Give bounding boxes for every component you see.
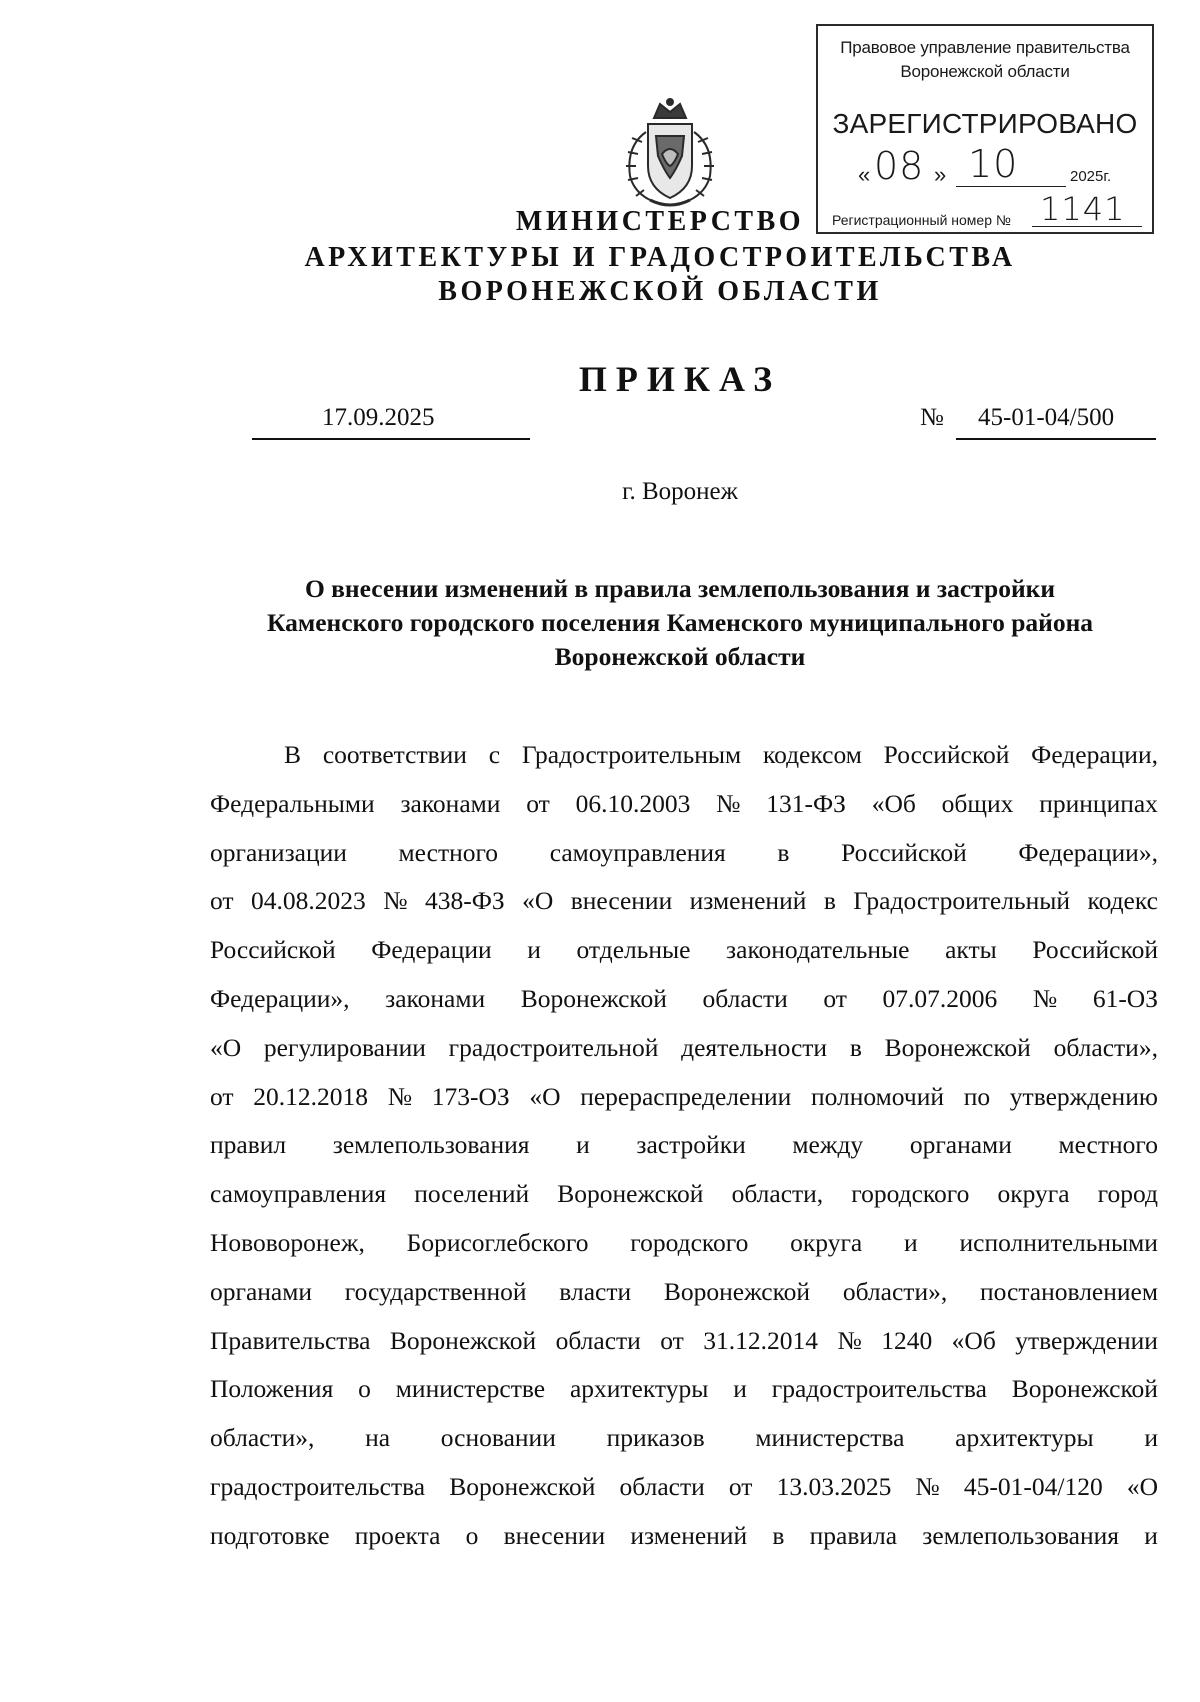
body-word: от xyxy=(728,1471,753,1501)
body-word: Федерации», xyxy=(210,983,350,1013)
body-word: деятельности xyxy=(681,1032,828,1062)
stamp-department xyxy=(818,36,1152,84)
body-word: и xyxy=(527,935,541,965)
document-body xyxy=(210,731,1158,1561)
stamp-month-line xyxy=(956,186,1066,187)
body-line xyxy=(210,1024,1158,1073)
body-word: 31.12.2014 xyxy=(703,1325,818,1355)
body-word: архитектуры xyxy=(569,1374,709,1404)
body-word: принципах xyxy=(1039,788,1158,818)
order-title: ПРИКАЗ xyxy=(578,359,782,399)
body-word: о xyxy=(358,1374,371,1404)
body-word: округа xyxy=(790,1227,863,1257)
order-number-field xyxy=(956,404,1156,440)
body-word: законами xyxy=(400,788,501,818)
body-word: № xyxy=(915,1471,940,1501)
body-word: исполнительными xyxy=(959,1227,1158,1257)
body-word: области», xyxy=(842,1276,948,1306)
body-word: 20.12.2018 xyxy=(253,1081,368,1111)
body-word: и xyxy=(1144,1423,1158,1453)
body-word: отдельные xyxy=(576,935,691,965)
body-word: от xyxy=(823,983,847,1013)
body-word: утверждению xyxy=(1009,1081,1158,1111)
body-word: местного xyxy=(398,837,499,867)
body-word: правил xyxy=(210,1130,287,1160)
body-word: Борисоглебского xyxy=(406,1227,589,1257)
body-word: в xyxy=(823,886,836,916)
body-word: области», xyxy=(210,1423,315,1453)
stamp-department-line: Воронежской области xyxy=(900,62,1070,81)
body-word: Российской xyxy=(210,935,336,965)
body-word: № xyxy=(716,788,741,818)
body-word: округа xyxy=(997,1179,1070,1209)
body-line xyxy=(210,1170,1158,1219)
body-word: «О xyxy=(522,886,554,916)
body-word: области xyxy=(702,983,788,1013)
body-word: государственной xyxy=(344,1276,527,1306)
body-word: внесении xyxy=(570,886,673,916)
body-word: области, xyxy=(731,1179,824,1209)
body-word: Воронежской xyxy=(557,1179,704,1209)
body-word: землепользования xyxy=(922,1520,1120,1550)
body-word: от xyxy=(526,788,550,818)
body-word: 131-ФЗ xyxy=(766,788,846,818)
stamp-quote-open: « xyxy=(858,162,871,187)
stamp-day: 08 xyxy=(874,144,925,188)
body-word: «О xyxy=(1126,1471,1158,1501)
body-word: 13.03.2025 xyxy=(776,1471,892,1501)
body-word: законодательные xyxy=(726,935,910,965)
body-word: правила xyxy=(809,1520,898,1550)
body-word: и xyxy=(576,1130,590,1160)
body-word: утверждении xyxy=(1015,1325,1158,1355)
body-word: области», xyxy=(1053,1032,1158,1062)
body-line xyxy=(210,1463,1158,1512)
heading-line: О внесении изменений в правила землепользования и застройки xyxy=(304,574,1056,603)
body-word: городского xyxy=(851,1179,970,1209)
body-word: постановлением xyxy=(979,1276,1158,1306)
body-word: в xyxy=(777,837,790,867)
body-word: Федерации», xyxy=(1018,837,1158,867)
stamp-department-line: Правовое управление правительства xyxy=(840,38,1130,57)
order-number-sign: № xyxy=(920,404,944,431)
body-line xyxy=(210,829,1158,878)
body-word: «О xyxy=(210,1032,242,1062)
body-word: внесении xyxy=(503,1520,606,1550)
body-word: и xyxy=(733,1374,747,1404)
body-word: общих xyxy=(941,788,1014,818)
body-word: по xyxy=(963,1081,991,1111)
body-word: Воронежской xyxy=(520,983,667,1013)
body-word: Нововоронеж, xyxy=(210,1227,365,1257)
stamp-year: 2025г. xyxy=(1070,168,1112,185)
registration-stamp xyxy=(816,24,1154,234)
body-word: Воронежской xyxy=(884,1032,1031,1062)
order-date-field xyxy=(252,404,530,440)
body-word: и xyxy=(1144,1520,1158,1550)
body-word: и xyxy=(904,1227,918,1257)
body-word: от xyxy=(660,1325,684,1355)
body-word: самоуправления xyxy=(210,1179,387,1209)
body-word: Воронежской xyxy=(389,1325,537,1355)
body-word: городского xyxy=(630,1227,749,1257)
body-line xyxy=(210,877,1158,926)
body-word: с xyxy=(488,740,501,769)
body-word: регулировании xyxy=(263,1032,426,1062)
body-word: в xyxy=(772,1520,785,1550)
body-word: № xyxy=(387,1081,413,1111)
body-word: между xyxy=(792,1130,864,1160)
body-word: полномочий xyxy=(810,1081,945,1111)
heading-line: Воронежской области xyxy=(554,642,806,671)
body-word: Российской xyxy=(1032,935,1158,965)
city: г. Воронеж xyxy=(622,478,738,505)
body-word: город xyxy=(1097,1179,1158,1209)
body-line xyxy=(210,1317,1158,1366)
body-line xyxy=(210,731,1158,780)
body-word: кодексом xyxy=(762,740,862,769)
body-word: перераспределении xyxy=(580,1081,792,1111)
ministry-name-line-3: ВОРОНЕЖСКОЙ ОБЛАСТИ xyxy=(438,276,882,307)
body-word: самоуправления xyxy=(549,837,726,867)
body-word: министерстве xyxy=(395,1374,546,1404)
body-word: изменений xyxy=(689,886,807,916)
body-word: «Об xyxy=(951,1325,996,1355)
body-word: приказов xyxy=(606,1423,705,1453)
body-word: соответствии xyxy=(322,740,467,769)
body-word: Воронежской xyxy=(663,1276,811,1306)
body-word: о xyxy=(465,1520,479,1550)
body-word: Российской xyxy=(883,740,1010,769)
body-word: власти xyxy=(559,1276,632,1306)
body-word: изменений xyxy=(630,1520,748,1550)
body-word: кодекс xyxy=(1087,886,1158,916)
body-line xyxy=(210,1121,1158,1170)
body-word: 438-ФЗ xyxy=(424,886,505,916)
body-line xyxy=(210,1512,1158,1561)
body-word: Градостроительным xyxy=(521,740,742,769)
body-word: проекта xyxy=(354,1520,441,1550)
body-word: Федеральными xyxy=(210,788,375,818)
body-word: № xyxy=(383,886,408,916)
body-word: Российской xyxy=(841,837,967,867)
ministry-name-line-1: МИНИСТЕРСТВО xyxy=(515,206,805,237)
body-word: законами xyxy=(385,983,486,1013)
body-word: застройки xyxy=(636,1130,746,1160)
body-word: № xyxy=(1032,983,1058,1013)
stamp-quote-close: » xyxy=(934,162,947,187)
body-word: от xyxy=(210,1081,234,1111)
body-word: 06.10.2003 xyxy=(575,788,691,818)
body-word: Положения xyxy=(210,1374,334,1404)
body-line xyxy=(210,975,1158,1024)
body-word: органами xyxy=(210,1276,313,1306)
body-word: 173-ОЗ xyxy=(431,1081,510,1111)
body-word: 45-01-04/120 xyxy=(963,1471,1103,1501)
body-word: Градостроительный xyxy=(853,886,1071,916)
ministry-name-line-2: АРХИТЕКТУРЫ И ГРАДОСТРОИТЕЛЬСТВА xyxy=(304,242,1016,273)
body-word: землепользования xyxy=(332,1130,530,1160)
body-word: министерства xyxy=(755,1423,905,1453)
body-line xyxy=(210,1414,1158,1463)
body-word: градостроительства xyxy=(210,1471,426,1501)
body-word: подготовке xyxy=(210,1520,330,1550)
body-word: Правительства xyxy=(210,1325,371,1355)
order-date: 17.09.2025 xyxy=(322,404,435,431)
body-word: Федерации xyxy=(371,935,492,965)
stamp-status: ЗАРЕГИСТРИРОВАНО xyxy=(832,108,1138,139)
body-word: «О xyxy=(529,1081,561,1111)
body-word: области xyxy=(555,1325,641,1355)
body-word: Воронежской xyxy=(449,1471,596,1501)
body-word: 07.07.2006 xyxy=(882,983,998,1013)
body-line xyxy=(210,1365,1158,1414)
body-word: на xyxy=(365,1423,391,1453)
heading-line: Каменского городского поселения Каменского муниципального района xyxy=(266,608,1094,637)
body-word: Федерации, xyxy=(1031,740,1158,769)
body-line xyxy=(210,926,1158,975)
coat-of-arms-icon xyxy=(616,96,724,216)
body-word: архитектуры xyxy=(955,1423,1094,1453)
body-word: В xyxy=(284,740,302,769)
body-word: от xyxy=(210,886,234,916)
body-word: организации xyxy=(210,837,347,867)
body-line xyxy=(210,780,1158,829)
stamp-reg-number: 1141 xyxy=(1040,190,1126,228)
body-word: «Об xyxy=(871,788,916,818)
body-word: области xyxy=(619,1471,705,1501)
body-word: 1240 xyxy=(881,1325,933,1355)
body-word: местного xyxy=(1058,1130,1158,1160)
body-word: поселений xyxy=(414,1179,530,1209)
body-line xyxy=(210,1219,1158,1268)
body-word: в xyxy=(849,1032,862,1062)
body-word: основании xyxy=(440,1423,556,1453)
body-word: градостроительства xyxy=(771,1374,987,1404)
body-word: градостроительной xyxy=(448,1032,659,1062)
stamp-month: 10 xyxy=(968,142,1019,186)
body-line xyxy=(210,1073,1158,1122)
stamp-reg-label: Регистрационный номер № xyxy=(832,212,1011,228)
body-word: органами xyxy=(909,1130,1012,1160)
body-word: № xyxy=(837,1325,862,1355)
body-line xyxy=(210,1268,1158,1317)
body-word: Воронежской xyxy=(1011,1374,1158,1404)
stamp-reg-line xyxy=(1032,226,1142,227)
body-word: 04.08.2023 xyxy=(251,886,366,916)
body-word: 61-ОЗ xyxy=(1092,983,1158,1013)
body-word: акты xyxy=(945,935,997,965)
order-number: 45-01-04/500 xyxy=(978,404,1115,431)
document-heading xyxy=(210,572,1150,674)
